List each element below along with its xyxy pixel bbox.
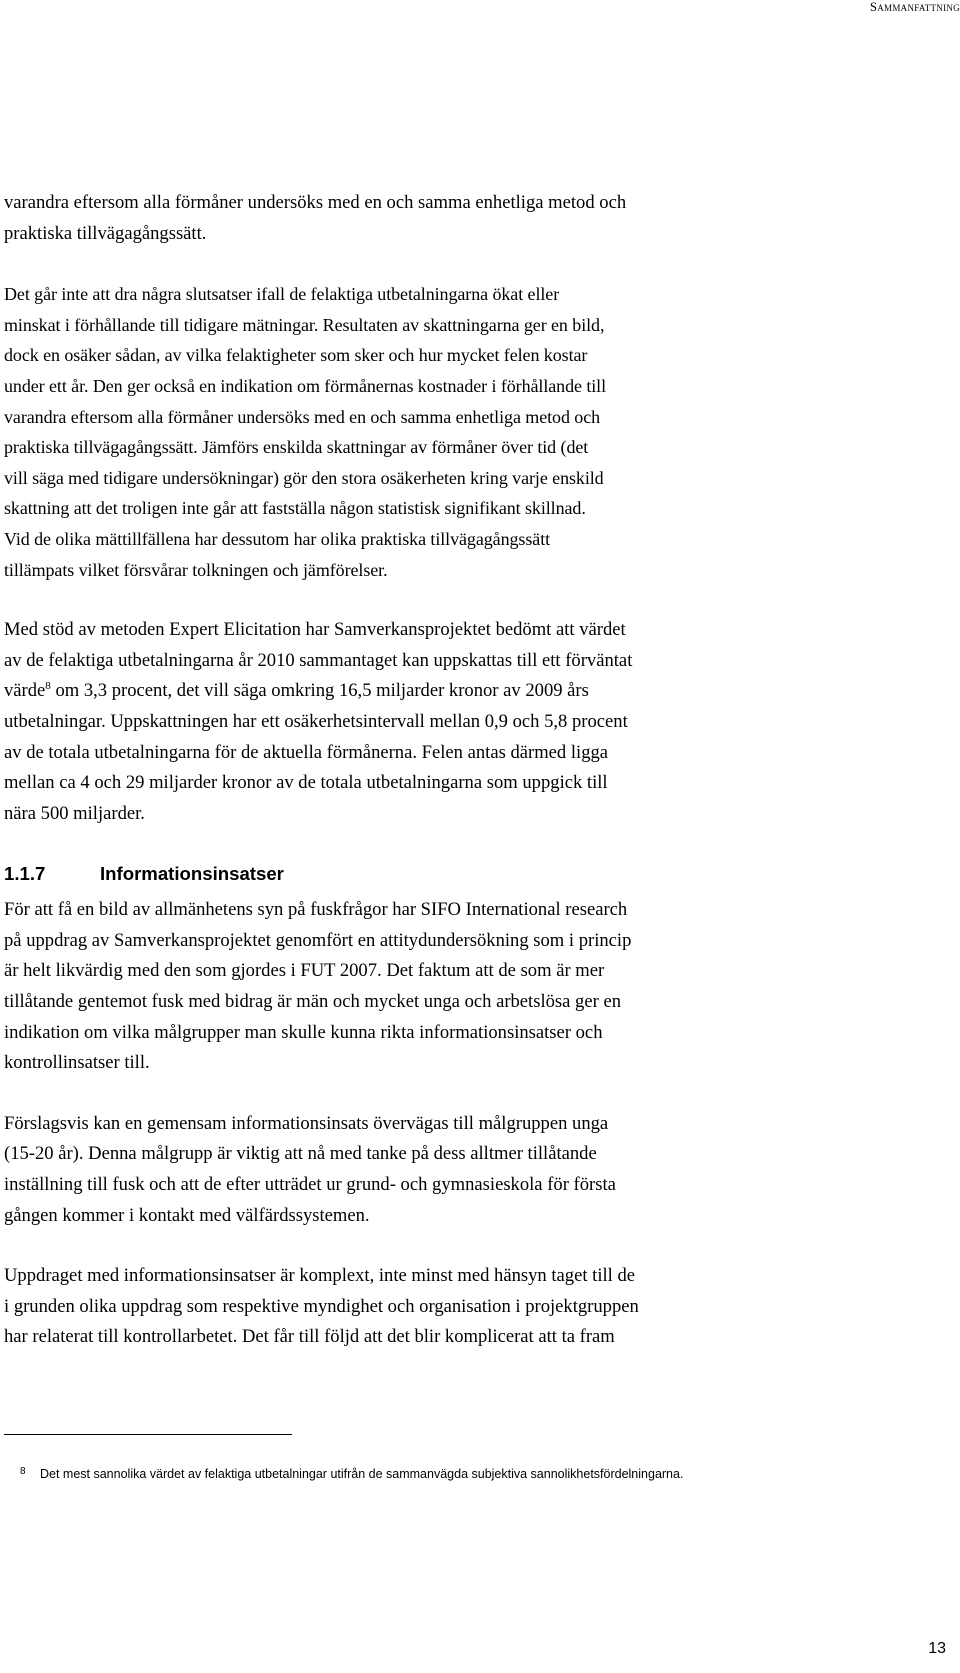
running-header: Sammanfattning: [870, 0, 960, 14]
paragraph-3-text-after-note: om 3,3 procent, det vill säga omkring 16,5 miljarder kronor av 2009 års utbetalningar. Uppskattningen har ett osäkerhetsintervall mellan 0,9 och 5,8 procent av de totala utbetalningarna för de aktuella förmånerna. Felen antas därmed ligga mellan ca 4 och 29 miljarder kronor av de totala utbetalningarna som uppgick till nära 500 miljarder.: [4, 680, 628, 824]
footnote: [4, 1464, 904, 1482]
paragraph-2: Det går inte att dra några slutsatser ifall de felaktiga utbetalningarna ökat eller minskat i förhållande till tidigare mätningar. Resultaten av skattningarna ger en bild, dock en osäker sådan, av vilka felaktigheter som sker och hur mycket felen kostar under ett år. Den ger också en indikation om förmånernas kostnader i förhållande till varandra eftersom alla förmåner undersöks med en och samma enhetliga metod och praktiska tillvägagångssätt. Jämförs enskilda skattningar av förmåner över tid (det vill säga med tidigare undersökningar) gör den stora osäkerheten kring varje enskild skattning att det troligen inte går att fastställa någon statistisk signifikant skillnad. Vid de olika mättillfällena har dessutom har olika praktiska tillvägagångssätt tillämpats vilket försvårar tolkningen och jämförelser.: [4, 284, 607, 580]
section-number: 1.1.7: [4, 863, 46, 885]
section-heading: [4, 859, 799, 889]
paragraph-3-text-before-note: Med stöd av metoden Expert Elicitation har Samverkansprojektet bedömt att värdet av de felaktiga utbetalningarna år 2010 sammantaget kan uppskattas till ett förväntat värde: [4, 619, 633, 702]
paragraph-4: För att få en bild av allmänhetens syn på fuskfrågor har SIFO International research på uppdrag av Samverkansprojektet genomfört en attitydundersökning som i princip är helt likvärdig med den som gjordes i FUT 2007. Det faktum att de som är mer tillåtande gentemot fusk med bidrag är män och mycket unga och arbetslösa ger en indikation om vilka målgrupper man skulle kunna rikta informationsinsatser och kontrollinsatser till.: [4, 899, 632, 1074]
paragraph-1: varandra eftersom alla förmåner undersöks med en och samma enhetliga metod och praktiska tillvägagångssätt.: [4, 192, 627, 244]
document-body: [4, 188, 799, 1383]
page-number: 13: [928, 1640, 946, 1657]
paragraph-5: Förslagsvis kan en gemensam informationsinsats övervägas till målgruppen unga (15-20 år). Denna målgrupp är viktig att nå med tanke på dess alltmer tillåtande inställning till fusk och att de efter utträdet ur grund- och gymnasieskola för första gången kommer i kontakt med välfärdssystemen.: [4, 1112, 616, 1226]
section-title: Informationsinsatser: [100, 863, 284, 885]
paragraph-6: Uppdraget med informationsinsatser är komplext, inte minst med hänsyn taget till de i grunden olika uppdrag som respektive myndighet och organisation i projektgruppen har relaterat till kontrollarbetet. Det får till följd att det blir komplicerat att ta fram: [4, 1265, 639, 1348]
footnote-mark: 8: [20, 1466, 26, 1477]
footnote-text: Det mest sannolika värdet av felaktiga utbetalningar utifrån de sammanvägda subjektiva sannolikhetsfördelningarna.: [40, 1467, 684, 1481]
footnote-separator: [4, 1434, 292, 1435]
footnote-reference: 8: [45, 680, 51, 693]
paragraph-3: [4, 615, 799, 829]
